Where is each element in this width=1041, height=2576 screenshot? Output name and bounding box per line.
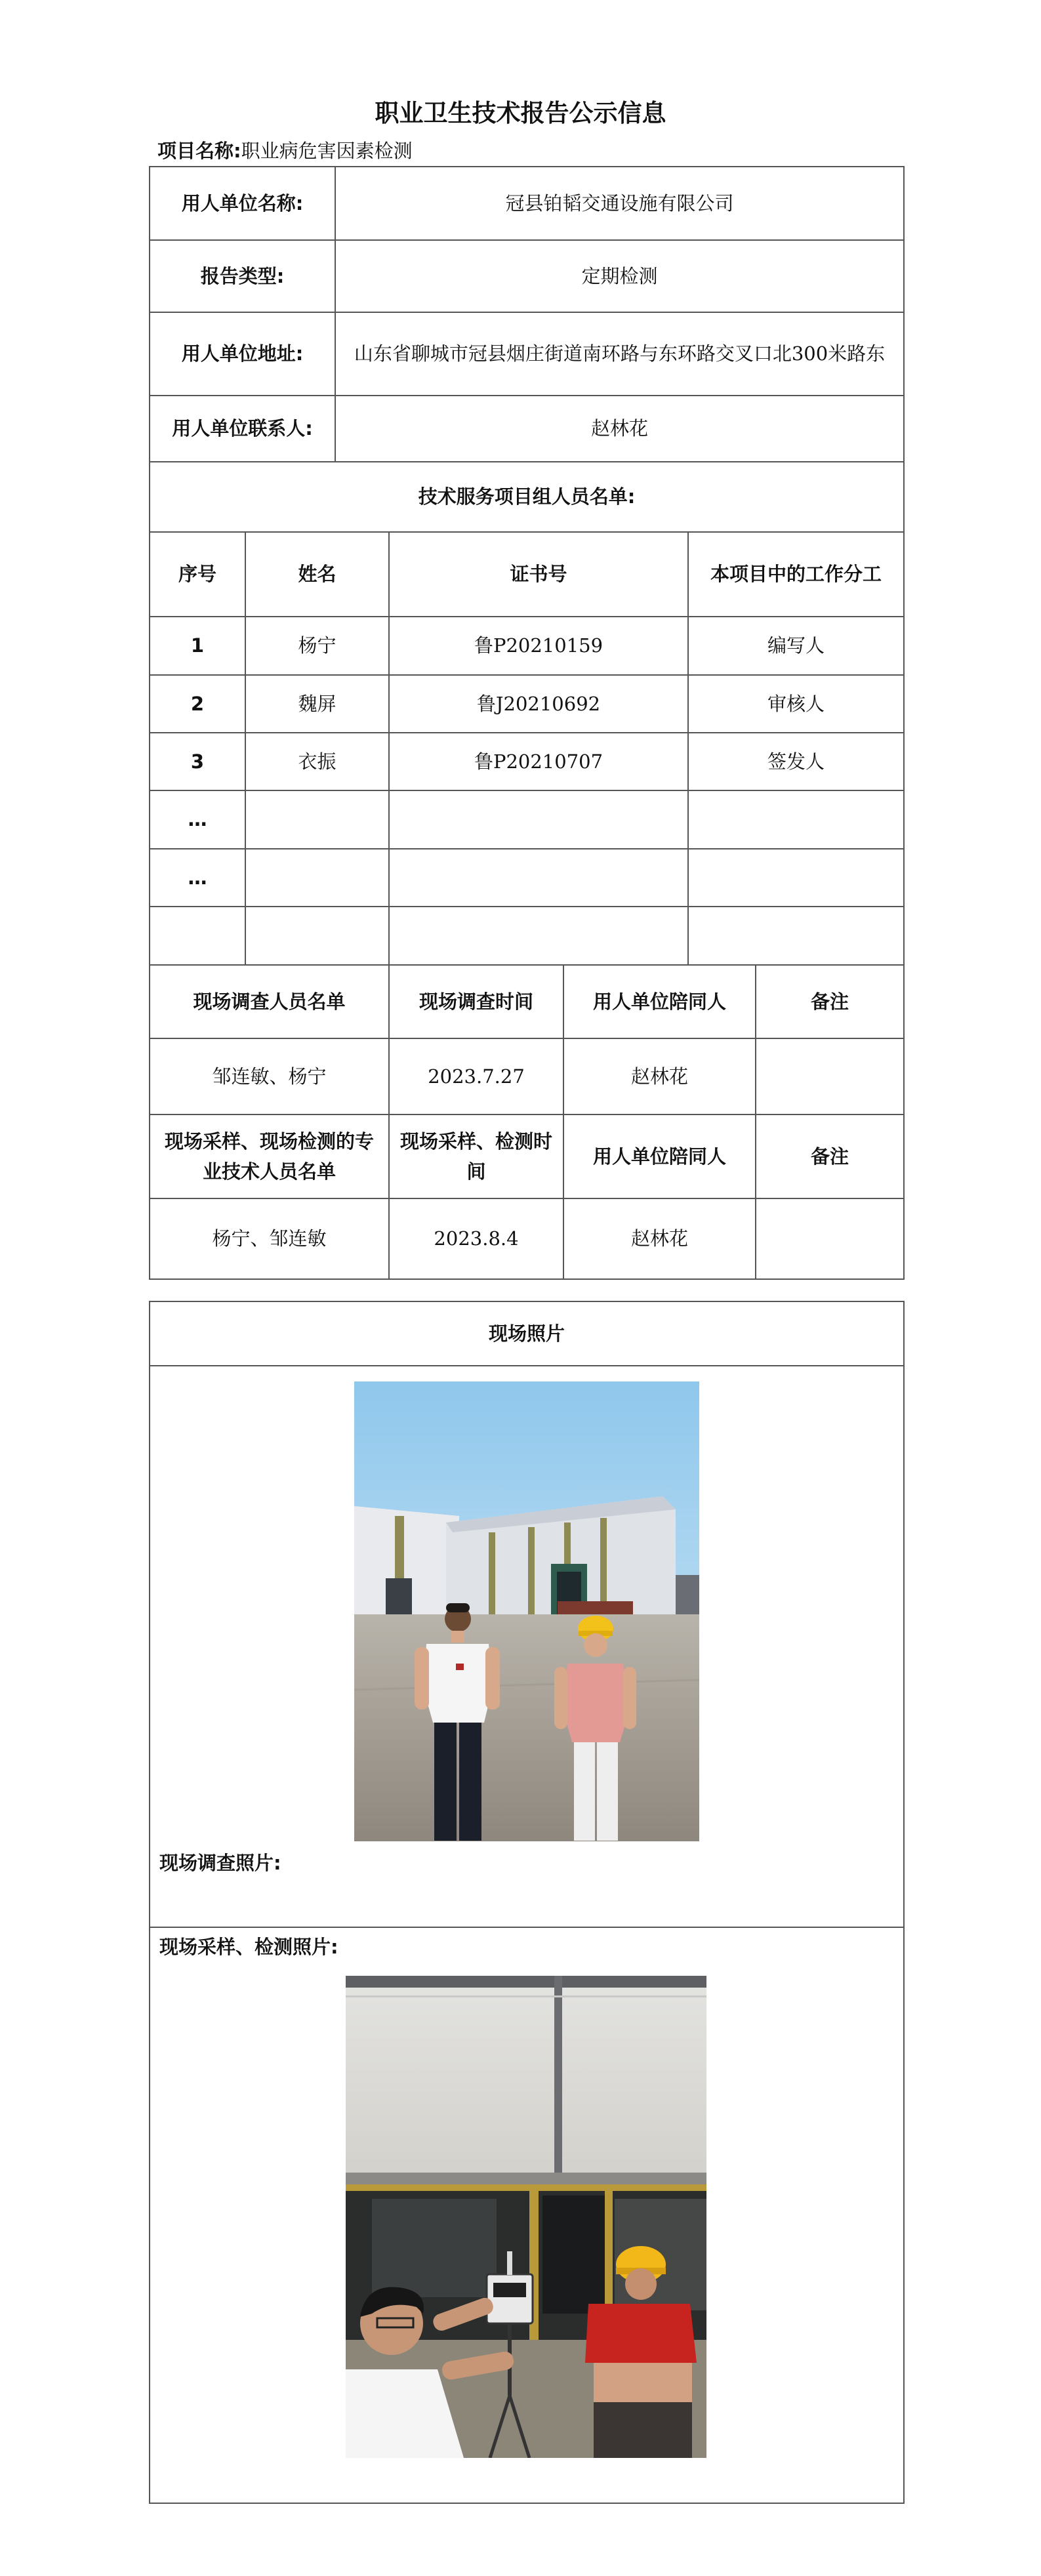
- team-row-6-no: [149, 906, 246, 966]
- survey-photo-caption: 现场调查照片:: [159, 1852, 281, 1874]
- sampling-remark: [755, 1198, 905, 1280]
- team-row-2-no: 2: [149, 674, 246, 733]
- employer-address-value: 山东省聊城市冠县烟庄街道南环路与东环路交叉口北300米路东: [335, 312, 905, 396]
- team-header-role: 本项目中的工作分工: [687, 531, 905, 617]
- team-row-4-no: …: [149, 790, 246, 849]
- team-row-1-no: 1: [149, 616, 246, 676]
- team-row-3-name: 衣振: [245, 732, 390, 791]
- sampling-header-escort: 用人单位陪同人: [563, 1114, 756, 1199]
- survey-header-time: 现场调查时间: [388, 964, 564, 1039]
- team-header-cert: 证书号: [388, 531, 689, 617]
- survey-header-staff: 现场调查人员名单: [149, 964, 390, 1039]
- team-row-3-no: 3: [149, 732, 246, 791]
- sampling-photo: [346, 1976, 706, 2458]
- employer-name-label: 用人单位名称:: [149, 166, 336, 241]
- team-row-5-name: [245, 848, 390, 907]
- project-label: 项目名称:: [157, 140, 241, 162]
- employer-address-label: 用人单位地址:: [149, 312, 336, 396]
- page-title: 职业卫生技术报告公示信息: [375, 99, 666, 127]
- survey-time: 2023.7.27: [388, 1038, 564, 1115]
- team-row-2-cert: 鲁J20210692: [388, 674, 689, 733]
- sampling-header-time: 现场采样、检测时间: [388, 1114, 564, 1199]
- survey-escort: 赵林花: [563, 1038, 756, 1115]
- team-row-4-cert: [388, 790, 689, 849]
- team-row-1-cert: 鲁P20210159: [388, 616, 689, 676]
- employer-name-value: 冠县铂韬交通设施有限公司: [335, 166, 905, 241]
- team-row-5-cert: [388, 848, 689, 907]
- team-heading: 技术服务项目组人员名单:: [149, 461, 905, 533]
- photos-heading: 现场照片: [149, 1301, 905, 1366]
- report-type-value: 定期检测: [335, 239, 905, 313]
- team-row-4-role: [687, 790, 905, 849]
- team-row-1-name: 杨宁: [245, 616, 390, 676]
- team-row-2-role: 审核人: [687, 674, 905, 733]
- team-row-2-name: 魏屏: [245, 674, 390, 733]
- sampling-header-staff: 现场采样、现场检测的专业技术人员名单: [149, 1114, 390, 1199]
- project-line: [157, 136, 413, 163]
- team-row-6-cert: [388, 906, 689, 966]
- employer-contact-label: 用人单位联系人:: [149, 395, 336, 462]
- team-row-3-cert: 鲁P20210707: [388, 732, 689, 791]
- team-row-6-role: [687, 906, 905, 966]
- employer-contact-value: 赵林花: [335, 395, 905, 462]
- survey-photo: [354, 1381, 699, 1841]
- sampling-time: 2023.8.4: [388, 1198, 564, 1280]
- team-row-1-role: 编写人: [687, 616, 905, 676]
- project-value: 职业病危害因素检测: [241, 140, 413, 162]
- sampling-header-remark: 备注: [755, 1114, 905, 1199]
- survey-header-escort: 用人单位陪同人: [563, 964, 756, 1039]
- report-type-label: 报告类型:: [149, 239, 336, 313]
- survey-staff: 邹连敏、杨宁: [149, 1038, 390, 1115]
- team-row-6-name: [245, 906, 390, 966]
- team-header-no: 序号: [149, 531, 246, 617]
- team-row-5-role: [687, 848, 905, 907]
- team-row-5-no: …: [149, 848, 246, 907]
- sampling-escort: 赵林花: [563, 1198, 756, 1280]
- team-row-3-role: 签发人: [687, 732, 905, 791]
- survey-remark: [755, 1038, 905, 1115]
- team-row-4-name: [245, 790, 390, 849]
- survey-header-remark: 备注: [755, 964, 905, 1039]
- sampling-staff: 杨宁、邹连敏: [149, 1198, 390, 1280]
- sampling-photo-caption: 现场采样、检测照片:: [159, 1936, 338, 1958]
- team-header-name: 姓名: [245, 531, 390, 617]
